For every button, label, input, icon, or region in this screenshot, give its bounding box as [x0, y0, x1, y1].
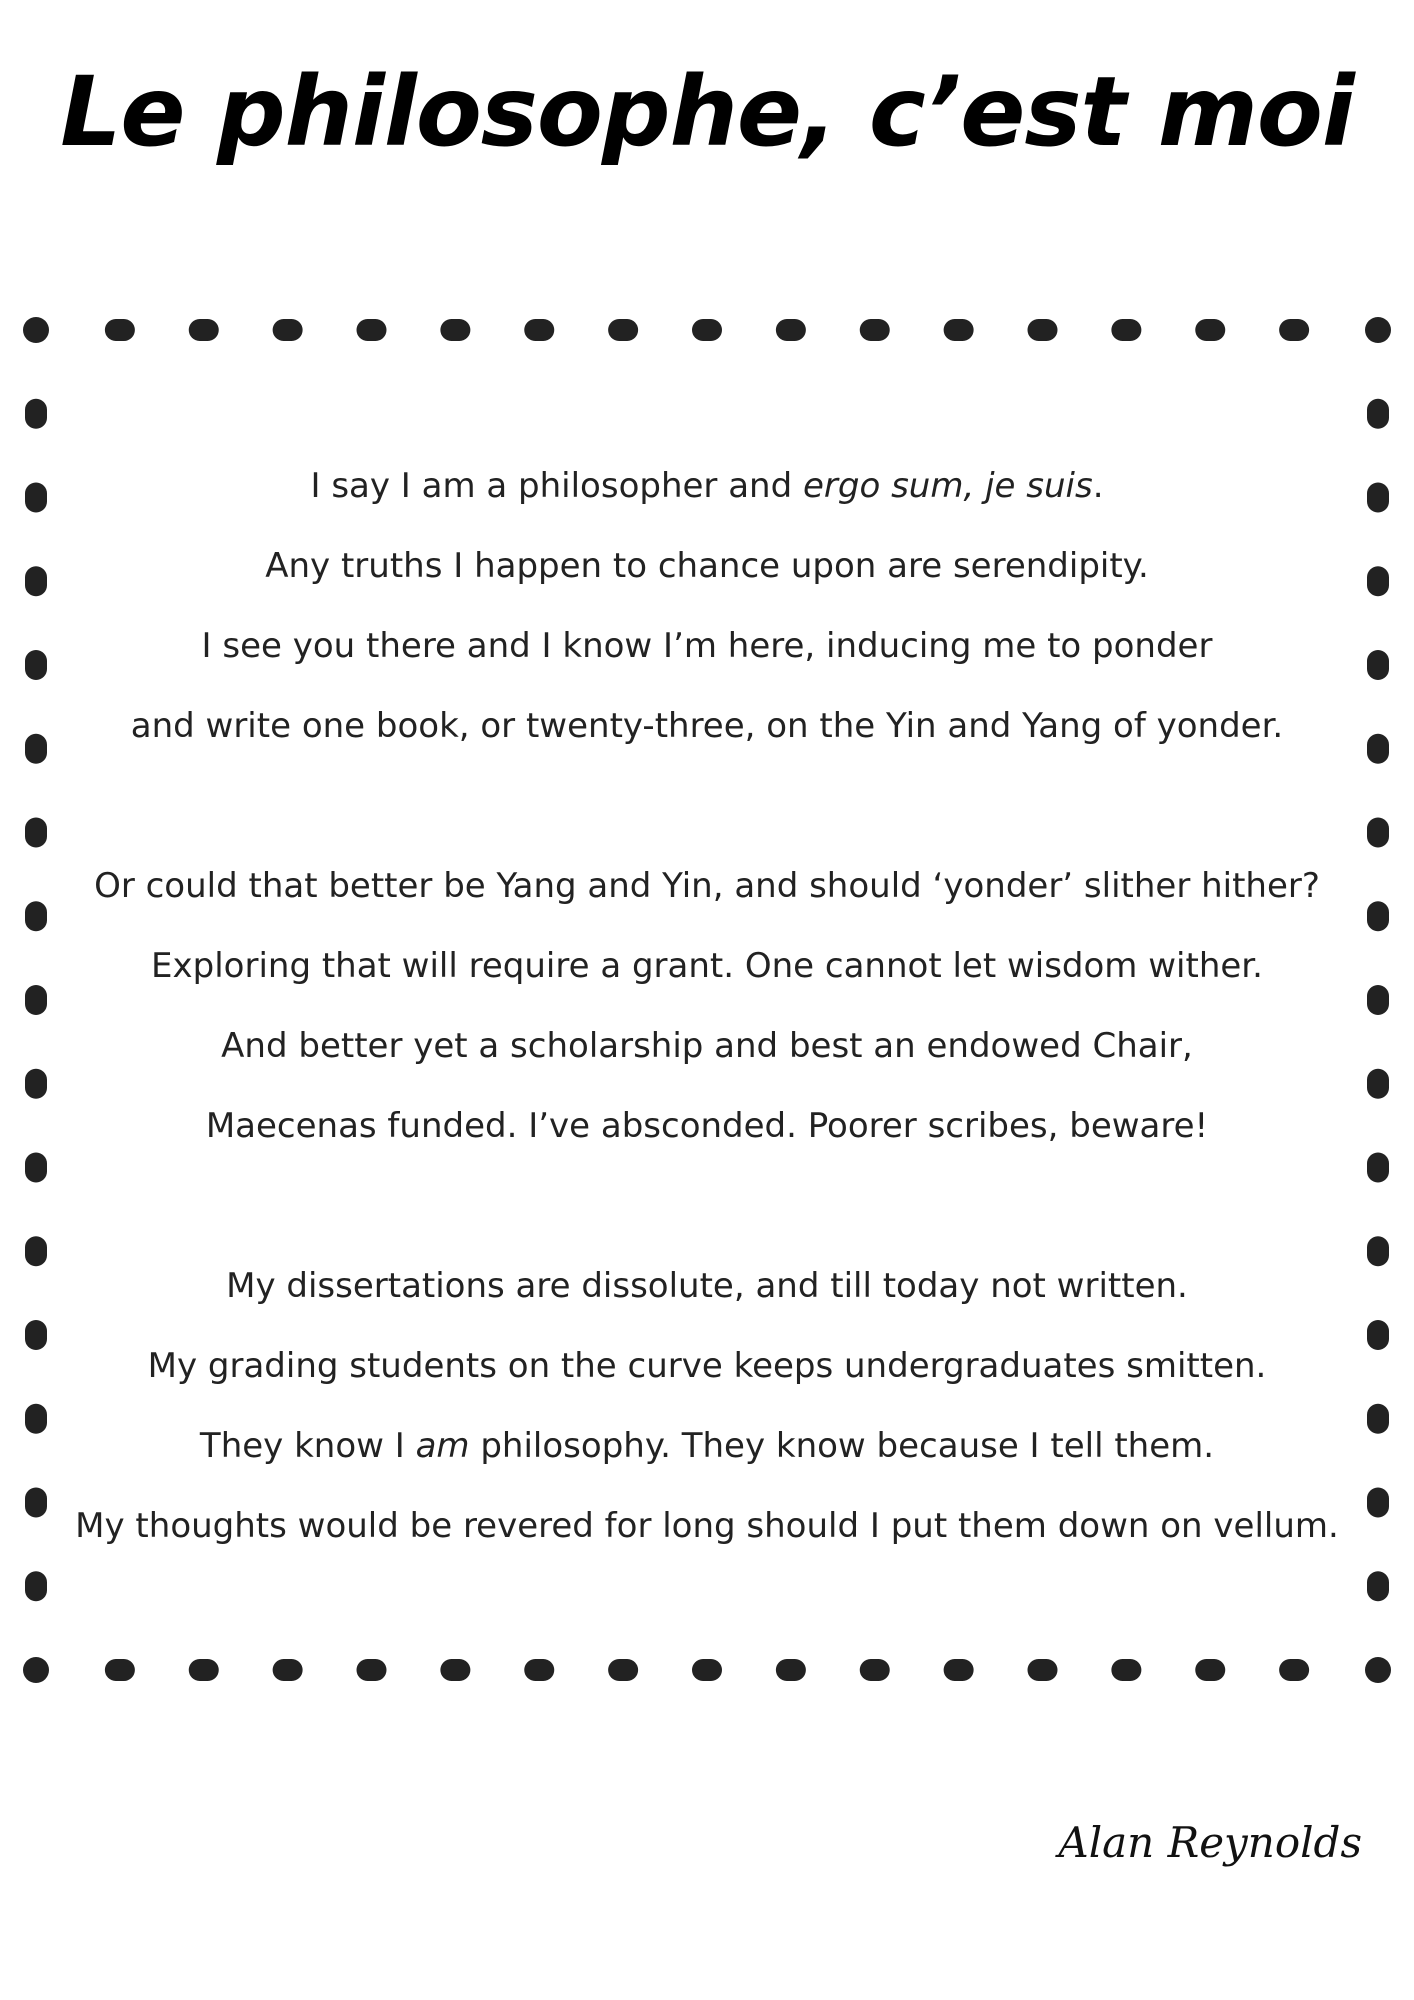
border-dot [25, 901, 47, 931]
border-dot [25, 1571, 47, 1601]
border-dot [189, 1659, 219, 1681]
border-dot [860, 1659, 890, 1681]
border-dot [105, 319, 135, 341]
border-dot [608, 319, 638, 341]
border-dot [1367, 650, 1389, 680]
border-dot [1367, 566, 1389, 596]
poem-line: Maecenas funded. I’ve absconded. Poorer scribes, beware! [205, 1106, 1209, 1146]
border-dot [1195, 319, 1225, 341]
border-dot [1279, 1659, 1309, 1681]
border-dot [25, 566, 47, 596]
border-dot [25, 483, 47, 513]
poem-line: Any truths I happen to chance upon are serendipity. [265, 546, 1149, 586]
border-dot [692, 1659, 722, 1681]
poem-line: My thoughts would be revered for long should I put them down on vellum. [75, 1506, 1339, 1546]
poem-line: I see you there and I know I’m here, inducing me to ponder [201, 626, 1213, 666]
border-dot [25, 399, 47, 429]
border-dot [440, 319, 470, 341]
stanza-break [60, 1166, 1354, 1246]
border-dot [608, 1659, 638, 1681]
border-dot [1111, 319, 1141, 341]
poem-line: I say I am a philosopher and ergo sum, je suis. [310, 466, 1104, 506]
poem-line: Exploring that will require a grant. One cannot let wisdom wither. [151, 946, 1263, 986]
poem-line: and write one book, or twenty-three, on the Yin and Yang of yonder. [130, 706, 1284, 746]
border-dot [1367, 399, 1389, 429]
border-dot [776, 1659, 806, 1681]
border-dot [524, 1659, 554, 1681]
border-dot [25, 1153, 47, 1183]
poem-line: My grading students on the curve keeps undergraduates smitten. [147, 1346, 1267, 1386]
poem-line: And better yet a scholarship and best an endowed Chair, [221, 1026, 1193, 1066]
border-dot [944, 319, 974, 341]
poem-line: Or could that better be Yang and Yin, and should ‘yonder’ slither hither? [94, 866, 1320, 906]
border-dot [1367, 1488, 1389, 1518]
border-dot [357, 1659, 387, 1681]
border-dot [524, 319, 554, 341]
border-dot [105, 1659, 135, 1681]
border-dot [1367, 818, 1389, 848]
border-dot [1367, 1236, 1389, 1266]
border-dot [1367, 985, 1389, 1015]
border-dot [1367, 734, 1389, 764]
border-dot [944, 1659, 974, 1681]
stanza-break [60, 766, 1354, 846]
border-dot [25, 1069, 47, 1099]
poem-title: Le philosophe, c’est moi [60, 56, 1354, 168]
border-dot [25, 985, 47, 1015]
border-dot [1195, 1659, 1225, 1681]
border-dot [1279, 319, 1309, 341]
border-dot [273, 1659, 303, 1681]
border-dot [1367, 1153, 1389, 1183]
author-signature: Alan Reynolds [1058, 1818, 1362, 1867]
border-dot [1028, 1659, 1058, 1681]
border-dot [1365, 317, 1391, 343]
border-dot [1028, 319, 1058, 341]
poem-line: My dissertations are dissolute, and till today not written. [226, 1266, 1188, 1306]
border-dot [692, 319, 722, 341]
border-dot [1367, 1404, 1389, 1434]
poem-body [60, 446, 1354, 1566]
border-dot [25, 1404, 47, 1434]
border-dot [25, 1320, 47, 1350]
border-dot [25, 734, 47, 764]
border-dot [1111, 1659, 1141, 1681]
border-dot [1367, 1571, 1389, 1601]
border-dot [357, 319, 387, 341]
border-dot [273, 319, 303, 341]
border-dot [23, 317, 49, 343]
border-dot [189, 319, 219, 341]
border-dot [860, 319, 890, 341]
border-dot [1365, 1657, 1391, 1683]
border-dot [1367, 483, 1389, 513]
border-dot [25, 818, 47, 848]
border-dot [1367, 1069, 1389, 1099]
border-dot [25, 1488, 47, 1518]
poem-line: They know I am philosophy. They know because I tell them. [199, 1426, 1215, 1466]
border-dot [1367, 901, 1389, 931]
border-dot [25, 650, 47, 680]
border-dot [25, 1236, 47, 1266]
border-dot [23, 1657, 49, 1683]
border-dot [440, 1659, 470, 1681]
border-dot [776, 319, 806, 341]
border-dot [1367, 1320, 1389, 1350]
